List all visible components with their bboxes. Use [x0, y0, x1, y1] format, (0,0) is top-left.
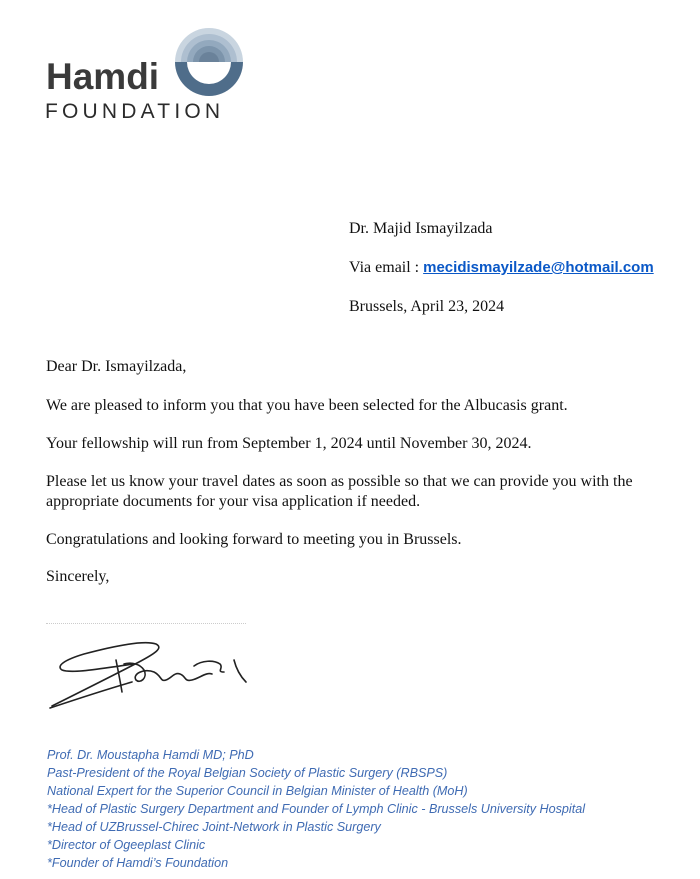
logo-subtitle: FOUNDATION	[45, 100, 225, 123]
via-email-label: Via email :	[349, 259, 424, 276]
credit-line: National Expert for the Superior Council in Belgian Minister of Health (MoH)	[47, 784, 468, 798]
closing: Sincerely,	[46, 568, 110, 585]
foundation-logo	[44, 26, 244, 126]
credit-line: *Director of Ogeeplast Clinic	[47, 838, 206, 852]
place-date: Brussels, April 23, 2024	[349, 298, 505, 315]
credit-line: *Head of UZBrussel-Chirec Joint-Network in Plastic Surgery	[47, 820, 381, 834]
recipient-name: Dr. Majid Ismayilzada	[349, 220, 493, 237]
paragraph-grant: We are pleased to inform you that you have been selected for the Albucasis grant.	[46, 397, 568, 414]
paragraph-travel: Please let us know your travel dates as soon as possible so that we can provide you with the appropriate documents for your visa application if needed.	[46, 473, 633, 510]
handwritten-signature	[44, 620, 254, 720]
salutation: Dear Dr. Ismayilzada,	[46, 358, 187, 375]
recipient-email-link[interactable]: mecidismayilzade@hotmail.com	[423, 259, 654, 276]
logo-wordmark: Hamdi	[46, 56, 160, 97]
foundation-logo-mark-icon	[174, 26, 244, 98]
credit-line: *Head of Plastic Surgery Department and Founder of Lymph Clinic - Brussels University Hospital	[47, 802, 586, 816]
signatory-credits	[47, 746, 585, 872]
paragraph-fellowship: Your fellowship will run from September 1, 2024 until November 30, 2024.	[46, 435, 532, 452]
credit-line: *Founder of Hamdi’s Foundation	[47, 856, 229, 870]
paragraph-congratulations: Congratulations and looking forward to meeting you in Brussels.	[46, 531, 462, 548]
recipient-email-line	[349, 259, 654, 277]
credit-line: Prof. Dr. Moustapha Hamdi MD; PhD	[47, 748, 254, 762]
credit-line: Past-President of the Royal Belgian Society of Plastic Surgery (RBSPS)	[47, 766, 448, 780]
